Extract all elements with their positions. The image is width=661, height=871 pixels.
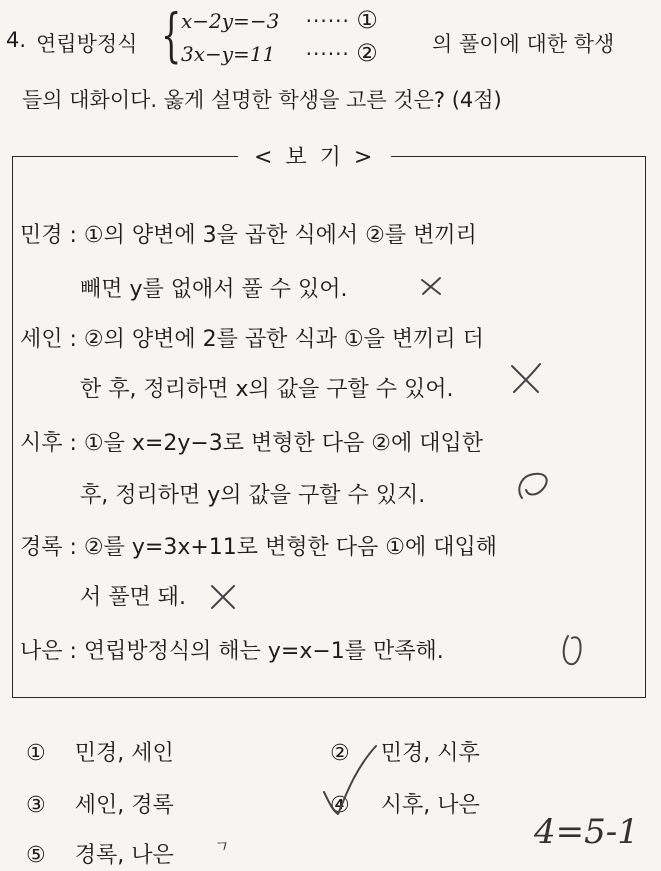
choice-2-text: 민경, 시후 (380, 741, 480, 766)
choice-5-text: 경록, 나은 (74, 843, 174, 868)
choice-5[interactable] (26, 838, 174, 869)
equation-1-expr: x−2y=−3 (181, 9, 280, 33)
equation-1-dots: ······ (305, 9, 350, 33)
choice-4-number: ④ (330, 793, 350, 818)
mark-o-sihu (514, 470, 552, 504)
equation-2 (181, 39, 378, 67)
statement-naeun-line-1: 나은 : 연립방정식의 해는 y=x−1를 만족해. (20, 639, 444, 664)
mark-o-naeun (558, 632, 586, 668)
choice-3-number: ③ (26, 793, 46, 818)
choice-3-text: 세인, 경록 (74, 793, 174, 818)
statement-sein-line-2: 한 후, 정리하면 x의 값을 구할 수 있어. (80, 377, 454, 402)
statement-gyeongrok-line-2: 서 풀면 돼. (80, 585, 186, 610)
mark-x-gyeongrok (208, 582, 238, 612)
equation-2-expr: 3x−y=11 (181, 42, 276, 66)
choice-5-number: ⑤ (26, 843, 46, 868)
statement-sihu-line-2: 후, 정리하면 y의 값을 구할 수 있지. (80, 483, 426, 508)
equation-2-dots: ······ (305, 42, 350, 66)
statement-mingyeong-line-2: 빼면 y를 없애서 풀 수 있어. (80, 277, 348, 302)
system-brace: { (161, 1, 182, 69)
question-number: 4. (6, 28, 27, 52)
mark-x-mingyeong (418, 274, 444, 298)
choice-3[interactable] (26, 788, 174, 819)
equation-2-marker: ② (356, 39, 378, 67)
bogi-title: < 보 기 > (238, 140, 391, 171)
question-tail: 의 풀이에 대한 학생 (432, 32, 615, 56)
choice-1[interactable] (26, 736, 174, 767)
statement-mingyeong-line-1: 민경 : ①의 양변에 3을 곱한 식에서 ②를 변끼리 (20, 223, 477, 248)
question-lead: 연립방정식 (36, 32, 138, 56)
choice-1-number: ① (26, 741, 46, 766)
statement-gyeongrok-line-1: 경록 : ②를 y=3x+11로 변형한 다음 ①에 대입해 (20, 535, 497, 560)
equation-1 (181, 6, 378, 34)
choice-2-number: ② (330, 741, 350, 766)
handwritten-stray-mark: ㄱ (212, 837, 228, 856)
checkmark-choice-4 (318, 740, 378, 820)
statement-sihu-line-1: 시후 : ①을 x=2y−3로 변형한 다음 ②에 대입한 (20, 431, 483, 456)
choice-1-text: 민경, 세인 (74, 741, 174, 766)
question-line-2: 들의 대화이다. 옳게 설명한 학생을 고른 것은? (4점) (22, 88, 502, 112)
equation-1-marker: ① (356, 6, 378, 34)
statement-sein-line-1: 세인 : ②의 양변에 2를 곱한 식과 ①을 변끼리 더 (20, 327, 484, 352)
mark-x-sein (508, 360, 544, 396)
handwritten-note: 4=5-1 (534, 812, 639, 852)
choice-4-text: 시후, 나은 (380, 793, 480, 818)
